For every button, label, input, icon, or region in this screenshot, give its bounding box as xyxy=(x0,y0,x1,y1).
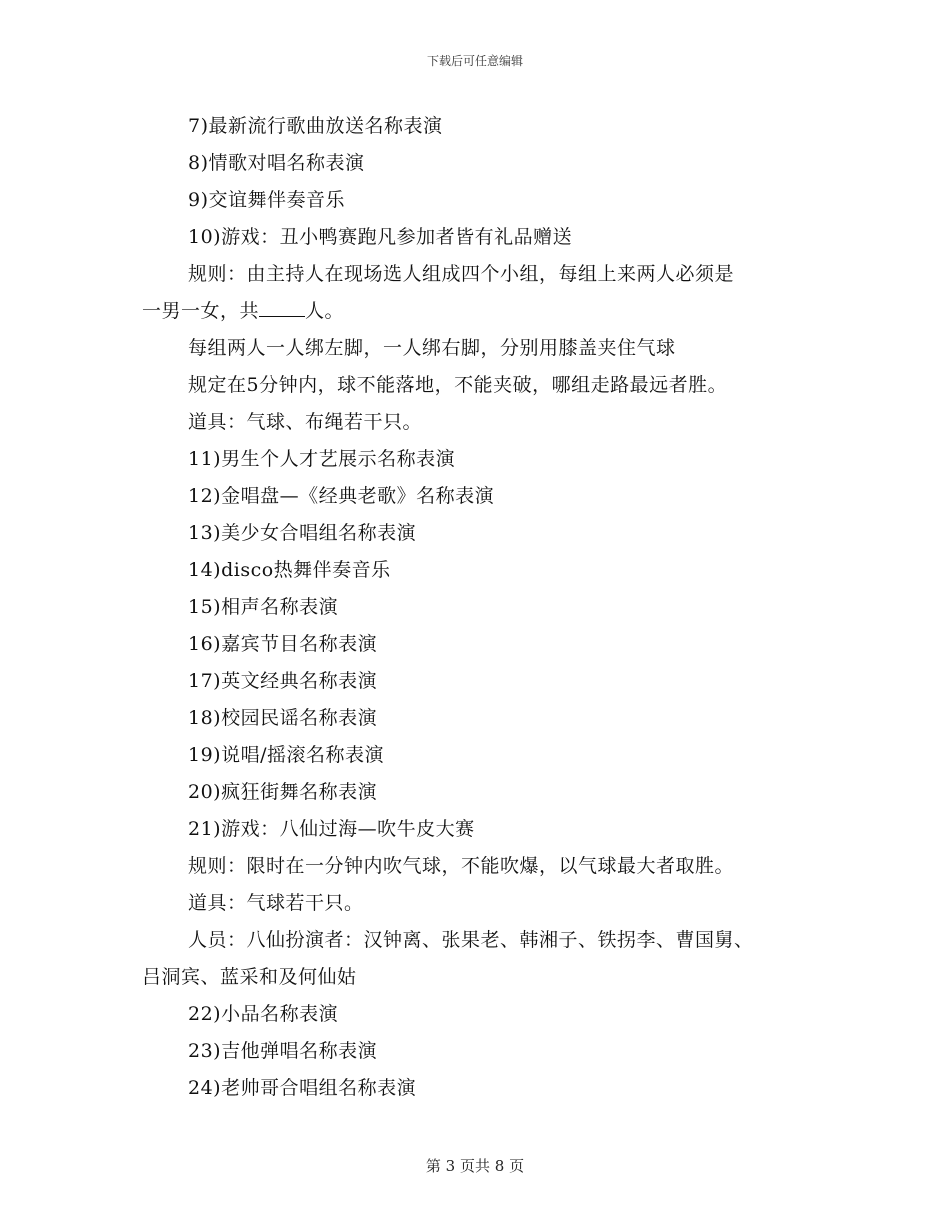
text-line xyxy=(142,663,822,700)
line-text: 17)英文经典名称表演 xyxy=(188,670,378,692)
text-line xyxy=(142,256,822,293)
text-line xyxy=(142,848,822,885)
line-text: 24)老帅哥合唱组名称表演 xyxy=(188,1077,417,1099)
line-text: 19)说唱/摇滚名称表演 xyxy=(188,744,384,766)
text-line xyxy=(142,108,822,145)
page-footer: 第 3 页共 8 页 xyxy=(425,1157,525,1175)
text-line xyxy=(142,515,822,552)
line-text: 人员：八仙扮演者：汉钟离、张果老、韩湘子、铁拐李、曹国舅、 xyxy=(188,929,754,951)
line-text: 规定在5分钟内，球不能落地，不能夹破，哪组走路最远者胜。 xyxy=(188,374,728,396)
text-line xyxy=(142,1033,822,1070)
document-body xyxy=(142,108,822,1107)
line-text: 8)情歌对唱名称表演 xyxy=(188,152,365,174)
text-line xyxy=(142,330,822,367)
text-line xyxy=(142,885,822,922)
line-text: 21)游戏：八仙过海—吹牛皮大赛 xyxy=(188,818,475,840)
line-text: 10)游戏：丑小鸭赛跑凡参加者皆有礼品赠送 xyxy=(188,226,573,248)
line-text: 18)校园民谣名称表演 xyxy=(188,707,378,729)
line-text: 20)疯狂街舞名称表演 xyxy=(188,781,378,803)
line-text: 16)嘉宾节目名称表演 xyxy=(188,633,378,655)
text-line xyxy=(142,774,822,811)
text-line xyxy=(142,145,822,182)
text-line xyxy=(142,367,822,404)
line-text: 13)美少女合唱组名称表演 xyxy=(188,522,417,544)
text-line xyxy=(142,1070,822,1107)
line-text: 每组两人一人绑左脚，一人绑右脚，分别用膝盖夹住气球 xyxy=(188,337,676,359)
line-text: 11)男生个人才艺展示名称表演 xyxy=(188,448,456,470)
line-text: 15)相声名称表演 xyxy=(188,596,339,618)
line-text: 吕洞宾、蓝采和及何仙姑 xyxy=(142,966,357,988)
line-text: 规则：由主持人在现场选人组成四个小组，每组上来两人必须是 xyxy=(188,263,735,285)
text-line xyxy=(142,219,822,256)
line-text: 22)小品名称表演 xyxy=(188,1003,339,1025)
line-text: 规则：限时在一分钟内吹气球，不能吹爆，以气球最大者取胜。 xyxy=(188,855,735,877)
fill-in-blank xyxy=(259,297,305,317)
text-line xyxy=(142,404,822,441)
text-line xyxy=(142,700,822,737)
text-line xyxy=(142,626,822,663)
line-suffix: 人。 xyxy=(305,300,345,322)
text-line xyxy=(142,811,822,848)
line-text: 23)吉他弹唱名称表演 xyxy=(188,1040,378,1062)
line-text: 14)disco热舞伴奏音乐 xyxy=(188,559,391,581)
text-line xyxy=(142,552,822,589)
line-text: 道具：气球若干只。 xyxy=(188,892,364,914)
text-line xyxy=(142,589,822,626)
text-line xyxy=(142,737,822,774)
page-header: 下载后可任意编辑 xyxy=(426,54,523,68)
text-line xyxy=(142,478,822,515)
line-text: 9)交谊舞伴奏音乐 xyxy=(188,189,346,211)
line-text: 7)最新流行歌曲放送名称表演 xyxy=(188,115,443,137)
line-text: 道具：气球、布绳若干只。 xyxy=(188,411,423,433)
line-text: 一男一女，共 xyxy=(142,300,260,322)
line-text: 12)金唱盘—《经典老歌》名称表演 xyxy=(188,485,495,507)
text-line xyxy=(142,996,822,1033)
text-line xyxy=(142,959,822,996)
text-line xyxy=(142,441,822,478)
text-line xyxy=(142,182,822,219)
text-line xyxy=(142,293,822,330)
text-line xyxy=(142,922,822,959)
